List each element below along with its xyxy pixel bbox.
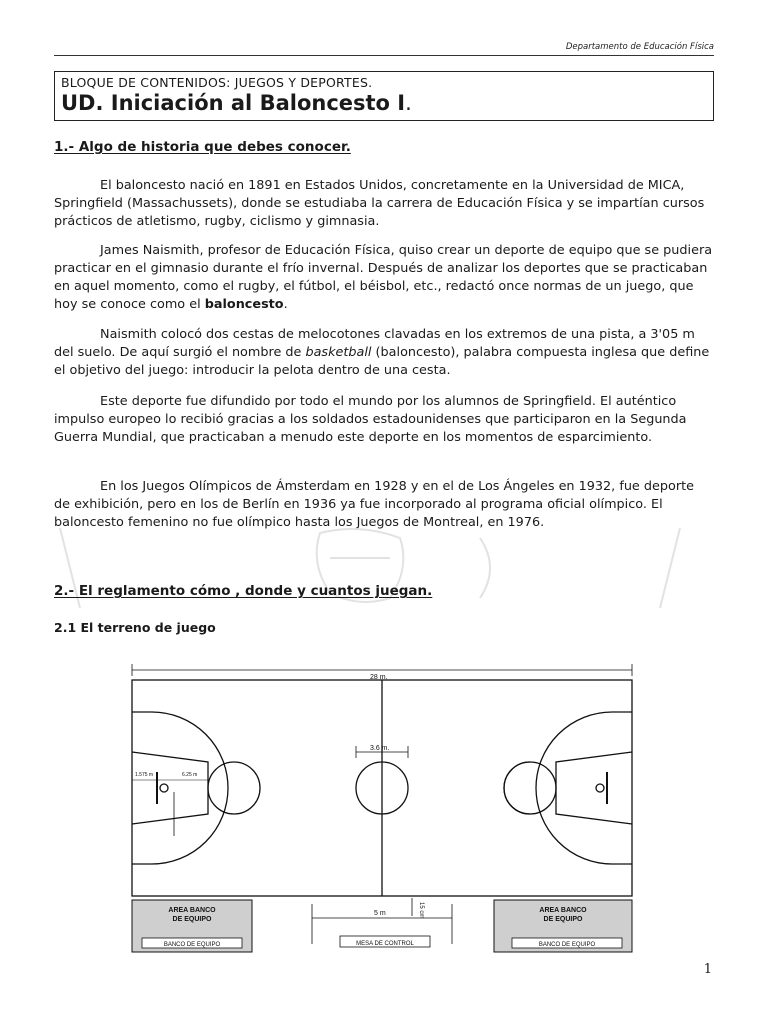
paragraph-5: En los Juegos Olímpicos de Ámsterdam en 1928 y en el de Los Ángeles en 1932, fue deporte de exhibición, pero en los de Berlín en 1936 ya fue incorporado al programa oficial olímpico. El baloncesto femenino no fue olímpico hasta los Juegos de Montreal, en 1976.: [54, 479, 694, 530]
court-length-label: 28 m.: [370, 674, 388, 681]
page-number: 1: [703, 962, 712, 977]
distance-label-2: 6.25 m: [182, 772, 198, 778]
department-header: Departamento de Educación Física: [565, 42, 714, 52]
center-circle-label: 3.6 m.: [370, 745, 390, 752]
bench-area-left-label-2: DE EQUIPO: [172, 916, 212, 923]
free-throw-circle-left: [208, 762, 260, 814]
paragraph-2: James Naismith, profesor de Educación Física, quiso crear un deporte de equipo que se pudiera practicar en el gimnasio durante el frío invernal. Después de analizar los deportes que se practicaban en aquel momento, como el rugby, el fútbol, el béisbol, etc., redactó once normas de un juego, que hoy se conoce como el baloncesto.: [54, 243, 713, 312]
three-point-line-left: [132, 712, 228, 864]
table-width-label: 5 m: [374, 910, 386, 917]
three-point-line-right: [536, 712, 632, 864]
block-title: BLOQUE DE CONTENIDOS: JUEGOS Y DEPORTES.: [61, 75, 373, 90]
restricted-area-left: [132, 752, 208, 824]
restricted-area-right: [556, 752, 632, 824]
distance-label-1: 1.575 m: [135, 772, 154, 778]
section-2-heading: 2.- El reglamento cómo , donde y cuantos juegan.: [54, 583, 433, 599]
bench-right-label: BANCO DE EQUIPO: [538, 942, 596, 948]
paragraph-1: El baloncesto nació en 1891 en Estados Unidos, concretamente en la Universidad de MICA, Springfield (Massachussets), donde se estudiaba la carrera de Educación Física y se impartían cursos prácticos de atletismo, rugby, ciclismo y gimnasia.: [54, 178, 705, 229]
title-box: [54, 71, 714, 121]
subsection-2-1-heading: 2.1 El terreno de juego: [54, 620, 216, 635]
basketball-court-diagram: [112, 660, 652, 956]
paragraph-3: Naismith colocó dos cestas de melocotones clavadas en los extremos de una pista, a 3'05 m del suelo. De aquí surgió el nombre de basketball (baloncesto), palabra compuesta inglesa que define el objetivo del juego: introducir la pelota dentro de una cesta.: [54, 327, 710, 378]
paragraph-4: Este deporte fue difundido por todo el mundo por los alumnos de Springfield. El auténtico impulso europeo lo recibió gracias a los soldados estadounidenses que participaron en la Segunda Guerra Mundial, que practicaban a menudo este deporte en los momentos de esparcimiento.: [54, 394, 687, 445]
bench-area-right-label-1: AREA BANCO: [539, 907, 587, 914]
bench-left-label: BANCO DE EQUIPO: [163, 942, 221, 948]
header-rule: [54, 55, 714, 56]
scorer-table-label: MESA DE CONTROL: [356, 941, 414, 947]
section-1-heading: 1.- Algo de historia que debes conocer.: [54, 139, 351, 155]
bench-area-left-label-1: AREA BANCO: [168, 907, 216, 914]
bench-area-right-label-2: DE EQUIPO: [543, 916, 583, 923]
table-gap-label: 15 cm: [418, 902, 424, 919]
unit-title: UD. Iniciación al Baloncesto I.: [61, 91, 412, 115]
